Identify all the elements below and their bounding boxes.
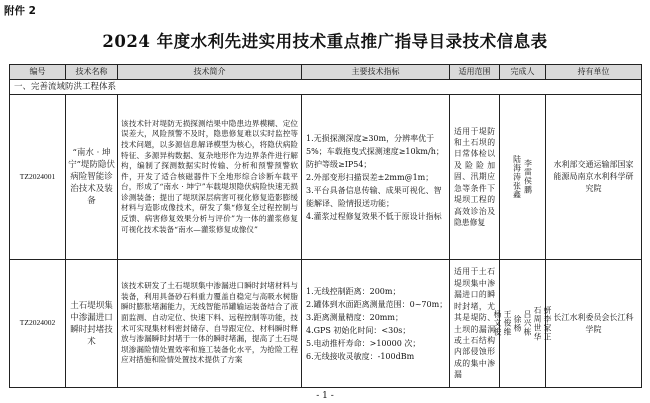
indicator-line: 5.电动推杆寿命：>10000 次； <box>306 338 421 348</box>
header-unit: 持有单位 <box>546 65 642 80</box>
row-people <box>500 95 546 260</box>
section-row <box>10 80 642 95</box>
person-column: 李雷侯鹏 <box>523 159 533 195</box>
row-indicators <box>302 95 450 260</box>
row-code: TZ2024001 <box>10 95 66 260</box>
indicator-line: 6.无线接收灵敏度：-100dBm <box>306 351 415 361</box>
header-people: 完成人 <box>500 65 546 80</box>
row-indicators <box>302 260 450 388</box>
person-column: 妍李家正 <box>543 305 552 342</box>
indicator-line: 3.距离测量精度：20mm； <box>306 312 403 322</box>
indicator-line: 2.罐体到水面距离测量范围：0~70m； <box>306 299 448 309</box>
person-column: 王俊维 <box>503 310 512 337</box>
indicator-line: 2.外部变形扫描误差±2mm@1m； <box>306 172 434 182</box>
header-scope: 适用范围 <box>450 65 500 80</box>
row-people <box>493 260 552 388</box>
person-column: 徐杨 <box>513 314 522 333</box>
table-row <box>10 260 642 388</box>
indicator-line: 3.平台具备信息传输、成果可视化、智能解译、险情报送功能； <box>306 185 442 208</box>
indicator-line: 1.无损探测深度≥30m，分辨率优于5%；车载拖曳式探测速度≥10km/h；防护等级≥IP54； <box>306 133 444 169</box>
row-tech-name: “南水 · 坤宁”堤防隐伏病险智能诊治技术及装备 <box>66 95 118 260</box>
row-tech-name: 土石堤坝集中渗漏进口瞬时封堵技术 <box>66 260 118 388</box>
row-unit: 水利部交通运输部国家能源局南京水利科学研究院 <box>546 95 642 260</box>
person-column: 石周世华 <box>533 305 542 342</box>
row-intro: 该技术针对堤防无损探测结果中隐患边界模糊、定位误差大，风险预警不及时，隐患修复难以实时监控等技术问题，以多源信息解译模型为核心，将隐伏病险特征、多源异构数据、复杂地形作为边界条件进行解构，编制了探测数据实时传输、分析和预警预警软件，开发了适合核磁器件下全地形综合诊断车载平台，形成了“南水 · 坤宁”车载堤坝隐伏病险快速无损诊测装备；提出了堤坝深层病害可视化修复造影膨缓材料与造影成像技术，研发了集“修复全过程控制与反馈、病害修复效果分析与评价”为一体的灌浆修复可视化技术装备“南水—灌浆修复成像仪” <box>118 95 302 260</box>
attachment-label: 附件 2 <box>4 5 36 17</box>
page-number: - 1 - <box>316 391 334 401</box>
person-column: 杨文俊 <box>493 310 502 337</box>
section-title: 一、完善流域防洪工程体系 <box>10 80 642 95</box>
indicator-line: 4.灌浆过程修复效果不低于原设计指标 <box>306 211 442 221</box>
person-column: 陆海涛张鑫 <box>512 155 522 199</box>
table-header-row <box>10 65 642 80</box>
header-intro: 技术简介 <box>118 65 302 80</box>
row-intro: 该技术研发了土石堤坝集中渗漏进口瞬时封堵材料与装备，利用具备砂石料重力覆盖自稳定与高吸水树脂瞬时膨胀堵漏能力，无线智能吊罐输运装备结合了液面监测、自动定位、快速下料、远程控制等功能，技术可实现集材料密封储存、自导跟定位、材料瞬时释放与渗漏瞬时封堵于一体的瞬时堵漏，提高了土石堤坝渗漏险情处置效率和施工装备化水平，为抢险工程应对措施和险情处置技术提供了方案 <box>118 260 302 388</box>
row-code: TZ2024002 <box>10 260 66 388</box>
person-column: 吕兴栋 <box>523 310 532 337</box>
indicator-line: 1.无线控制距离：200m； <box>306 286 401 296</box>
row-unit: 长江水利委员会长江科学院 <box>546 260 642 388</box>
table-row <box>10 95 642 260</box>
header-code: 编号 <box>10 65 66 80</box>
indicator-line: 4.GPS 初始化时间：<30s； <box>306 325 411 335</box>
header-indicators: 主要技术指标 <box>302 65 450 80</box>
technology-info-table <box>9 64 642 388</box>
page-title: 2024 年度水利先进实用技术重点推广指导目录技术信息表 <box>102 32 548 51</box>
row-scope: 适用于堤防和土石坝的日常体检以及险险加固、汛期应急等条件下堤坝工程的高效诊治及隐患修复 <box>450 95 500 260</box>
header-name: 技术名称 <box>66 65 118 80</box>
row-scope: 适用于土石堤坝集中渗漏进口的瞬时封堵，尤其是堤防、土坝的漏洞或土石结构内部侵蚀形成的集中渗漏 <box>450 260 500 388</box>
